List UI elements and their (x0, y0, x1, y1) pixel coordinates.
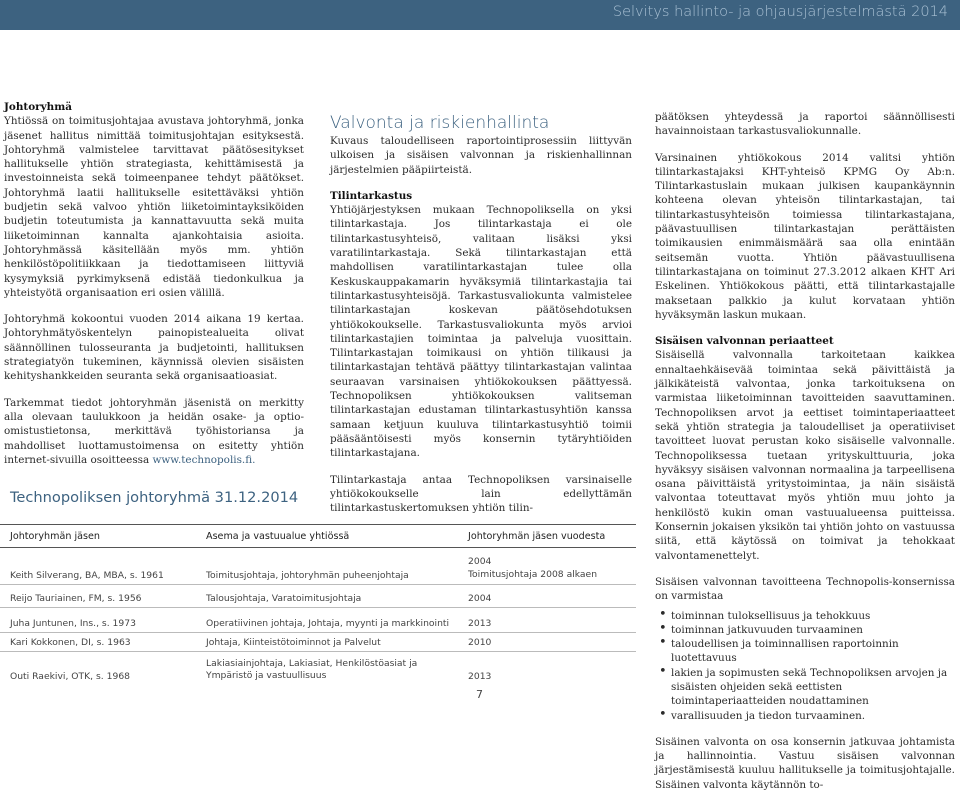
paragraph: päätöksen yhteydessä ja raportoi säännöllisesti havainnoistaan tarkastusvaliokunnalle. (655, 111, 955, 138)
column-header: Johtoryhmän jäsen (10, 530, 100, 542)
member-role: Toimitusjohtaja, johtoryhmän puheenjohtaja (206, 570, 409, 581)
list-item: • lakien ja sopimusten sekä Technopoliksen arvojen ja sisäisten ohjeiden sekä eettisten toimintaperiaatteiden noudattaminen (671, 666, 955, 709)
column-3 (655, 110, 955, 792)
table-row (0, 548, 636, 585)
list-item: • varallisuuden ja tiedon turvaaminen. (671, 709, 955, 723)
heading-sisainen-valvonta: Sisäisen valvonnan periaatteet (655, 335, 834, 348)
column-1 (4, 100, 304, 467)
column-header: Asema ja vastuualue yhtiössä (206, 530, 350, 542)
header-bar (0, 0, 960, 30)
paragraph: Kuvaus taloudelliseen raportointiprosessiin liittyvän ulkoisen ja sisäisen valvonnan ja riskienhallinnan järjestelmien pääpiirteistä. (330, 135, 632, 176)
heading-johtoryhma: Johtoryhmä (4, 101, 72, 113)
table-header (0, 524, 636, 548)
column-header: Johtoryhmän jäsen vuodesta (468, 530, 606, 542)
heading-tilintarkastus: Tilintarkastus (330, 189, 413, 202)
member-role: Talousjohtaja, Varatoimitusjohtaja (206, 593, 362, 604)
table-row (0, 608, 636, 633)
paragraph: Yhtiöjärjestyksen mukaan Technopoliksella on yksi tilintarkastaja. Jos tilintarkastaja ei ole tilintarkastusyhteisö, valitaan lisäksi yksi varatilintarkastaja. Sekä tilintarkastajan että mahdollisen varatilintarkastajan tulee olla Keskuskauppakamarin hyväksymiä tilintarkastajia tai tilintarkastusyhteisöjä. Tarkastusvaliokunta valmistelee tilintarkastajan koskevan päätösehdotuksen yhtiökokoukselle. Tarkastusvaliokunta myös arvioi tilintarkastajien toimintaa ja palveluja vuosittain. Tilintarkastajan toimikausi on yhtiön tilikausi ja tilintarkastajan tehtävä päättyy tilintarkastajan valintaa seuraavan varsinaisen yhtiökokouksen päättyessä. Technopoliksen yhtiökokouksen valitseman tilintarkastajan edustaman tilintarkastusyhtiön kanssa samaan ketjuun kuuluva tilintarkastusyhtiö toimii pääsääntöisesti myös konsernin tytäryhtiöiden tilintarkastajana. (330, 204, 632, 460)
bullet-list (655, 609, 955, 723)
paragraph: Johtoryhmä kokoontui vuoden 2014 aikana 19 kertaa. Johtoryhmätyöskentelyn painopistealueita olivat säännöllinen tulosseuranta ja budjetointi, hallituksen strategiatyön tukeminen, käynnissä olevien sisäisten kehityshankkeiden seuranta sekä organisaatioasiat. (4, 313, 304, 383)
member-role: Operatiivinen johtaja, Johtaja, myynti ja markkinointi (206, 618, 450, 629)
table-row (0, 652, 636, 685)
management-table (0, 524, 636, 685)
member-role: Lakiasiainjohtaja, Lakiasiat, Henkilöstöasiat ja Ympäristö ja vastuullisuus (206, 658, 418, 681)
section-title: Valvonta ja riskienhallinta (330, 113, 550, 133)
member-name: Keith Silverang, BA, MBA, s. 1961 (10, 570, 164, 581)
paragraph: Sisäisellä valvonnalla tarkoitetaan kaikkea ennaltaehkäisevää toimintaa sekä päivittäistä ja jälkikäteistä valvontaa, jonka tarkoituksena on varmistaa liiketoiminnan tavoitteiden saavuttaminen. Technopoliksen arvot ja eettiset toimintaperiaatteet sekä yhtiön strategia ja taloudelliset ja operatiiviset tavoitteet luovat perustan koko sisäiselle valvonnalle. Technopoliksessa tuetaan yrityskulttuuria, joka hyväksyy sisäisen valvonnan normaalina ja tarpeellisena osana päivittäistä yritystoimintaa, ja näin sisäistä valvontaa toteuttavat myös yhtiön muu johto ja henkilöstö kukin oman vastuualueensa puitteissa. Konsernin jokaisen yksikön tai yhtiön johto on vastuussa siitä, että käytössä on toimivat ja tehokkaat valvontamenettelyt. (655, 349, 955, 562)
table-title: Technopoliksen johtoryhmä 31.12.2014 (10, 489, 299, 506)
member-since: 2013 (468, 618, 492, 629)
member-name: Kari Kokkonen, DI, s. 1963 (10, 637, 131, 648)
table-row (0, 633, 636, 652)
paragraph: Yhtiössä on toimitusjohtajaa avustava johtoryhmä, jonka jäsenet hallitus nimittää toimitusjohtajan esityksestä. Johtoryhmä valmistelee tarvittavat päätösesitykset hallitukselle yhtiön strategiasta, kehittämisestä ja investoinneista sekä toimeenpanee tehdyt päätökset. Johtoryhmä laatii hallitukselle esitettäväksi yhtiön budjetin sekä valvoo yhtiön liiketoimintayksiköiden budjetin toteutumista ja kannattavuutta sekä muita liiketoiminnan kannalta ajankohtaisia asioita. Johtoryhmässä käsitellään myös mm. yhtiön henkilöstöpolitiikkaan ja tiedottamiseen liittyviä kysymyksiä pyrkimyksenä edistää tiedonkulkua ja yhteistyötä organisaation eri osien välillä. (4, 115, 304, 299)
paragraph: Varsinainen yhtiökokous 2014 valitsi yhtiön tilintarkastajaksi KHT-yhteisö KPMG Oy Ab:n. Tilintarkastuslain mukaan julkisen kaupankäynnin kohteena olevan yhteisön tilintarkastajan, tai tilintarkastusyhteisön toimiessa tilintarkastajana, päävastuullisen tilintarkastajan perättäisten toimikausien enimmäismäärä saa olla enintään seitsemän vuotta. Yhtiön päävastuullisena tilintarkastajana on toiminut 27.3.2012 alkaen KHT Ari Eskelinen. Yhtiökokous päätti, että tilintarkastajalle maksetaan palkkio ja kulut korvataan yhtiön hyväksymän laskun mukaan. (655, 151, 955, 321)
paragraph-text: Tarkemmat tiedot johtoryhmän jäsenistä on merkitty alla olevaan taulukkoon ja heidän osake- ja optio-omistustietonsa, merkittävä työhistoriansa ja mahdolliset luottamustoimensa on esitetty yhtiön internet-sivuilla osoitteessa (4, 396, 304, 466)
member-since: 2013 (468, 671, 492, 682)
table-row (0, 585, 636, 608)
paragraph: Sisäinen valvonta on osa konsernin jatkuvaa johtamista ja hallinnointia. Vastuu sisäisen valvonnan järjestämisestä kuuluu hallitukselle ja toimitusjohtajalle. Sisäinen valvonta käytännön to- (655, 735, 955, 791)
paragraph (4, 396, 304, 467)
member-role: Johtaja, Kiinteistötoiminnot ja Palvelut (206, 637, 381, 648)
member-name: Juha Juntunen, Ins., s. 1973 (10, 618, 136, 629)
column-2 (330, 112, 632, 515)
website-link[interactable]: www.technopolis.fi. (152, 453, 256, 466)
member-since: 2004 (468, 593, 492, 604)
list-item: • toiminnan jatkuvuuden turvaaminen (671, 623, 955, 637)
document-title: Selvitys hallinto- ja ohjausjärjestelmästä 2014 (612, 4, 948, 20)
page-number: 7 (476, 688, 483, 701)
paragraph: Sisäisen valvonnan tavoitteena Technopolis-konsernissa on varmistaa (655, 575, 955, 603)
member-since: 2004 Toimitusjohtaja 2008 alkaen (468, 556, 598, 580)
member-name: Reijo Tauriainen, FM, s. 1956 (10, 593, 142, 604)
list-item: • toiminnan tuloksellisuus ja tehokkuus (671, 609, 955, 623)
member-since: 2010 (468, 637, 492, 648)
list-item: • taloudellisen ja toiminnallisen raportoinnin luotettavuus (671, 637, 955, 666)
paragraph: Tilintarkastaja antaa Technopoliksen varsinaiselle yhtiökokoukselle lain edellyttämän tilintarkastuskertomuksen yhtiön tilin- (330, 473, 632, 515)
member-name: Outi Raekivi, OTK, s. 1968 (10, 671, 131, 682)
